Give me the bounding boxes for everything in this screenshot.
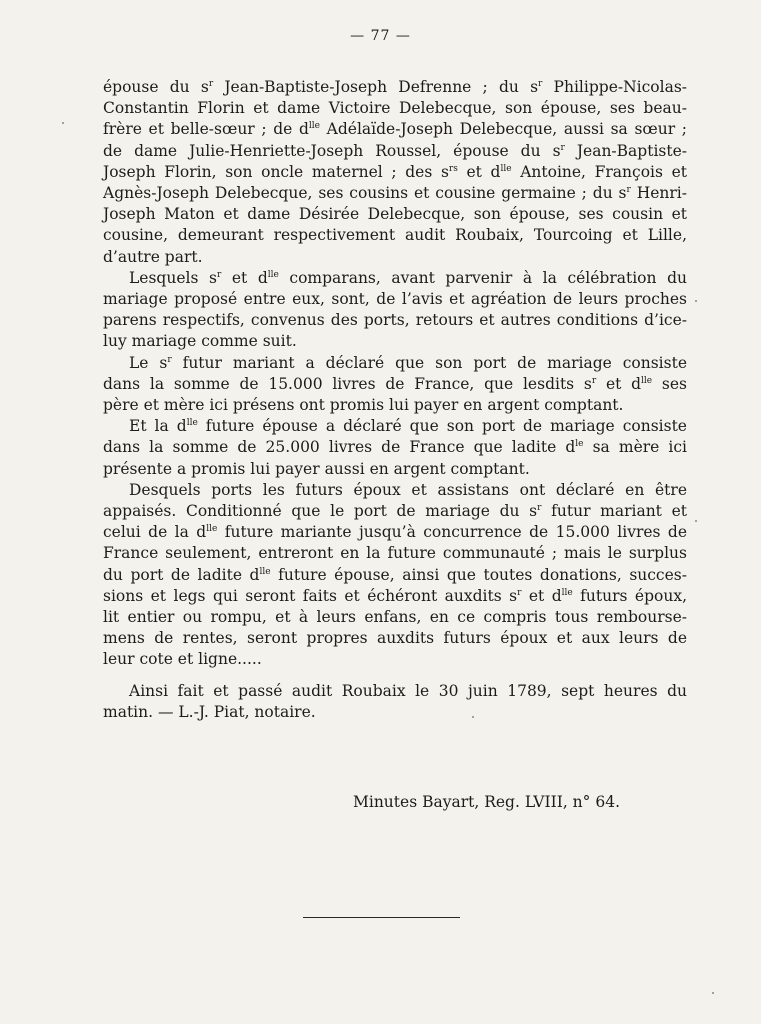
paper-speck	[695, 300, 697, 302]
source-citation: Minutes Bayart, Reg. LVIII, n° 64.	[353, 793, 620, 811]
text-line: présente a promis lui payer aussi en argent comptant.	[103, 459, 530, 478]
paper-speck	[62, 122, 64, 124]
text-line: appaisés. Conditionné que le port de mariage du $s^r$ futur mariant et	[103, 502, 687, 521]
text-line: sions et legs qui seront faits et échéront auxdits $s^r$ et $d^{lle}$ futurs époux,	[103, 586, 687, 605]
text-line: luy mariage comme suit.	[103, 332, 297, 351]
paper-speck	[695, 520, 697, 522]
paper-speck	[472, 716, 474, 718]
text-line: parens respectifs, convenus des ports, retours et autres conditions d’ice-	[103, 311, 687, 330]
text-line: Constantin Florin et dame Victoire Delebecque, son épouse, ses beau-	[103, 99, 687, 118]
text-line: Et la $d^{lle}$ future épouse a déclaré que son port de mariage consiste	[129, 417, 687, 436]
page-number: — 77 —	[350, 28, 411, 44]
text-line: Lesquels $s^r$ et $d^{lle}$ comparans, avant parvenir à la célébration du	[129, 268, 687, 287]
paragraph-4	[103, 416, 687, 480]
text-line: mens de rentes, seront propres auxdits futurs époux et aux leurs de	[103, 629, 687, 648]
paragraph-gap	[103, 671, 687, 681]
text-line: leur cote et ligne.....	[103, 650, 262, 669]
text-line: épouse du $s^r$ Jean-Baptiste-Joseph Defrenne ; du $s^r$ Philippe-Nicolas-	[103, 78, 688, 96]
paragraph-3	[103, 353, 687, 417]
text-line: matin. — L.-J. Piat, notaire.	[103, 702, 316, 721]
body-text	[103, 77, 687, 723]
paragraph-2	[103, 268, 687, 353]
text-line: France seulement, entreront en la future communauté ; mais le surplus	[103, 544, 687, 563]
text-line: du port de ladite $d^{lle}$ future épouse, ainsi que toutes donations, succes-	[103, 565, 687, 584]
text-line: père et mère ici présens ont promis lui payer en argent comptant.	[103, 396, 624, 415]
text-line: lit entier ou rompu, et à leurs enfans, en ce compris tous rembourse-	[103, 608, 687, 627]
text-line: mariage proposé entre eux, sont, de l’avis et agréation de leurs proches	[103, 290, 687, 309]
text-line: Ainsi fait et passé audit Roubaix le 30 juin 1789, sept heures du	[129, 681, 687, 700]
text-line: dans la somme de 25.000 livres de France que ladite $d^{le}$ sa mère ici	[103, 438, 687, 457]
text-line: Agnès-Joseph Delebecque, ses cousins et cousine germaine ; du $s^r$ Henri-	[103, 184, 687, 203]
text-line: Joseph Maton et dame Désirée Delebecque, son épouse, ses cousin et	[103, 205, 687, 224]
text-line: Joseph Florin, son oncle maternel ; des $s^{rs}$ et $d^{lle}$ Antoine, François et	[103, 162, 687, 181]
paragraph-1	[103, 77, 687, 268]
text-line: cousine, demeurant respectivement audit Roubaix, Tourcoing et Lille,	[103, 226, 687, 245]
text-line: d’autre part.	[103, 247, 203, 266]
text-line: Desquels ports les futurs époux et assistans ont déclaré en être	[129, 480, 687, 499]
footer-rule	[303, 917, 460, 918]
paragraph-5	[103, 480, 687, 671]
text-line: dans la somme de 15.000 livres de France, que lesdits $s^r$ et $d^{lle}$ ses	[103, 374, 687, 393]
paper-speck	[712, 992, 714, 994]
paragraph-6	[103, 681, 687, 723]
text-line: frère et belle-sœur ; de $d^{lle}$ Adélaïde-Joseph Delebecque, aussi sa sœur ;	[103, 120, 687, 139]
text-line: de dame Julie-Henriette-Joseph Roussel, épouse du $s^r$ Jean-Baptiste-	[103, 141, 688, 160]
text-line: celui de la $d^{lle}$ future mariante jusqu’à concurrence de 15.000 livres de	[103, 523, 688, 542]
text-line: Le $s^r$ futur mariant a déclaré que son port de mariage consiste	[129, 353, 687, 372]
